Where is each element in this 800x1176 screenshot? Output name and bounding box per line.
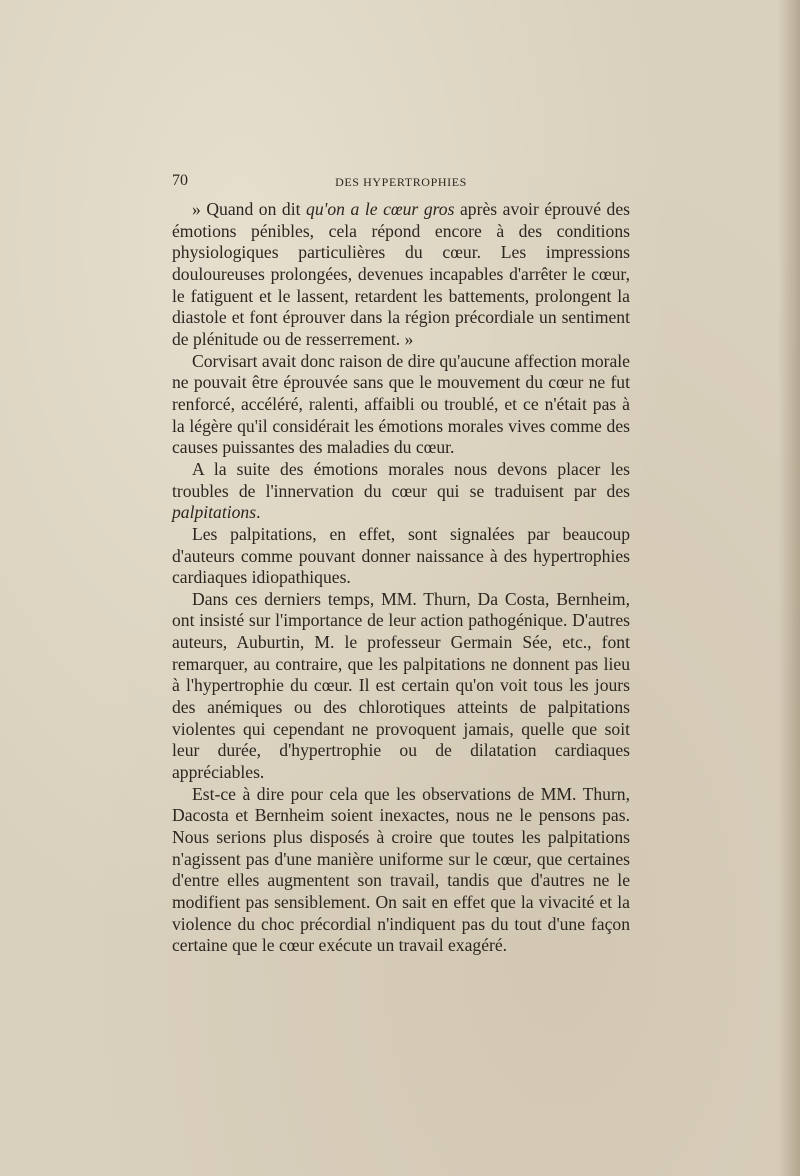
- running-title: DES HYPERTROPHIES: [335, 175, 467, 189]
- paragraph-text: Corvisart avait donc raison de dire qu'aucune affection morale ne pouvait être éprouvée sans que le mouvement du cœur ne fut renforcé, accéléré, ralenti, affaibli ou troublé, et ce n'était pas à la légère qu'il considérait les émotions morales vives comme des causes puissantes des maladies du cœur.: [172, 350, 630, 458]
- paragraph-quote-coeur-gros: [172, 199, 630, 351]
- paragraph-emphasis: palpitations: [172, 502, 257, 523]
- paragraph-text: .: [256, 502, 261, 523]
- paragraph-text: Les palpitations, en effet, sont signalées par beaucoup d'auteurs comme pouvant donner naissance à des hypertrophies cardiaques idiopathiques.: [172, 523, 630, 588]
- paragraph-text: A la suite des émotions morales nous devons placer les troubles de l'innervation du cœur qui se traduisent par des: [172, 458, 630, 501]
- page-number: 70: [172, 172, 188, 189]
- paragraph-emphasis: qu'on a le cœur gros: [306, 199, 455, 219]
- paragraph-text: Est-ce à dire pour cela que les observations de MM. Thurn, Dacosta et Bernheim soient inexactes, nous ne le pensons pas. Nous serions plus disposés à croire que toutes les palpitations n'agissent pas d'une manière uniforme sur le cœur, que certaines d'entre elles augmentent son travail, tandis que d'autres ne le modifient pas sensiblement. On sait en effet que la vivacité et la violence du choc précordial n'indiquent pas du tout d'une façon certaine que le cœur exécute un travail exagéré.: [172, 783, 630, 956]
- paragraph-text: après avoir éprouvé des émotions pénibles, cela répond encore à des conditions physiologiques particulières du cœur. Les impressions douloureuses prolongées, devenues incapables d'arrêter le cœur, le fatiguent et le lassent, retardent les battements, prolongent la diastole et font éprouver dans la région précordiale un sentiment de plénitude ou de resserrement. »: [172, 199, 630, 349]
- running-head: [172, 172, 630, 194]
- paragraph-thurn-dacosta: [172, 589, 630, 784]
- page-edge-shadow: [778, 0, 800, 1176]
- paragraph-corvisart: [172, 351, 630, 459]
- paragraph-text: » Quand on dit: [192, 199, 307, 219]
- paragraph-palpitations: [172, 524, 630, 589]
- paragraph-innervation: [172, 459, 630, 524]
- body-text: [172, 199, 630, 957]
- paragraph-text: Dans ces derniers temps, MM. Thurn, Da Costa, Bernheim, ont insisté sur l'importance de leur action pathogénique. D'autres auteurs, Auburtin, M. le professeur Germain Sée, etc., font remarquer, au contraire, que les palpitations ne donnent pas lieu à l'hypertrophie du cœur. Il est certain qu'on voit tous les jours des anémiques ou des chlorotiques atteints de palpitations violentes qui cependant ne provoquent jamais, quelle que soit leur durée, d'hypertrophie ou de dilatation cardiaques appréciables.: [172, 588, 630, 783]
- paragraph-observations: [172, 784, 630, 957]
